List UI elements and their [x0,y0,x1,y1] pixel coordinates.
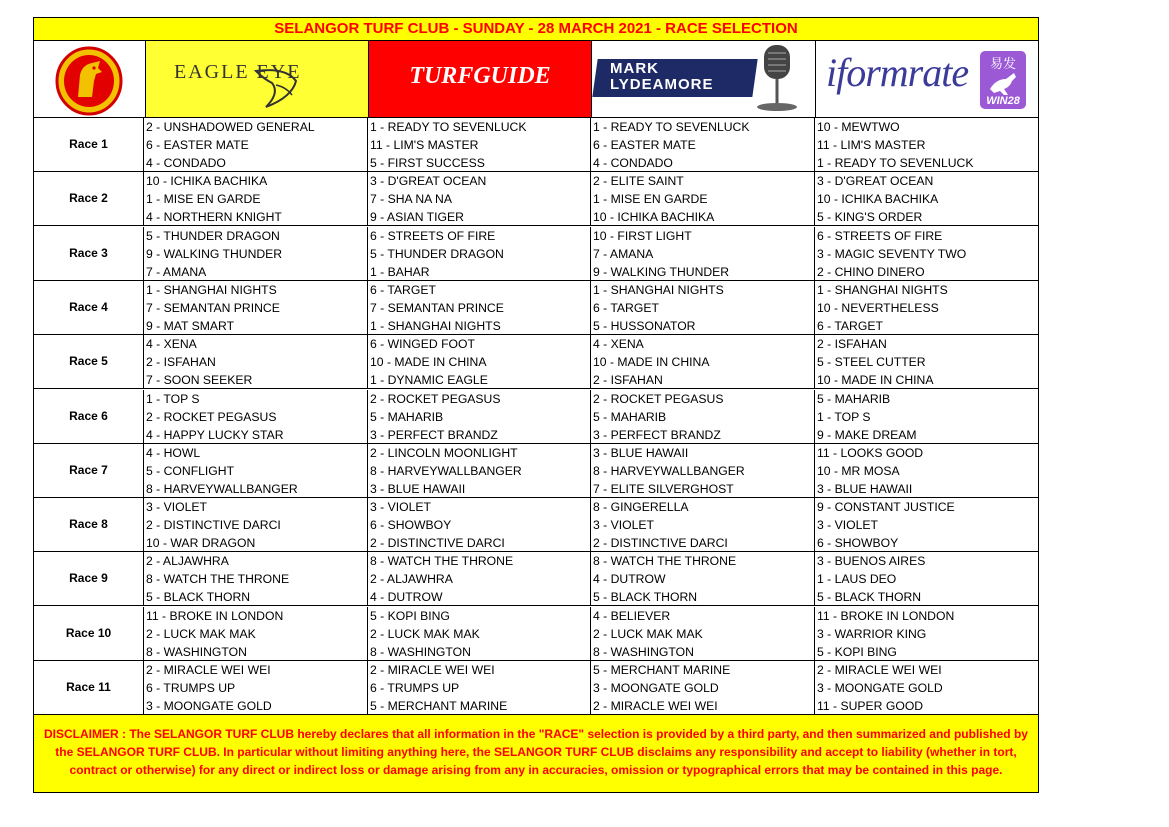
horse-selection: 2 - ISFAHAN [146,355,216,370]
horse-selection: 6 - SHOWBOY [817,536,899,551]
horse-selection: 3 - WARRIOR KING [817,626,927,641]
horse-selection: 6 - TARGET [817,318,883,333]
horse-selection: 1 - SHANGHAI NIGHTS [146,282,277,297]
race-selection-sheet [33,17,1039,793]
horse-selection: 2 - DISTINCTIVE DARCI [146,518,281,533]
horse-selection: 8 - WASHINGTON [593,644,694,659]
horse-selection: 8 - WASHINGTON [146,644,247,659]
tipster-selection-cell [144,661,368,714]
race-row [34,444,1038,498]
horse-selection: 1 - READY TO SEVENLUCK [370,120,527,134]
tipster-selection-cell [368,172,591,225]
horse-selection: 1 - DYNAMIC EAGLE [370,373,488,388]
horse-selection: 10 - ICHIKA BACHIKA [817,192,939,207]
horse-selection: 11 - LIM'S MASTER [817,138,926,152]
mark-line-2: LYDEAMORE [610,76,714,93]
horse-selection: 1 - READY TO SEVENLUCK [593,120,750,134]
horse-selection: 10 - ICHIKA BACHIKA [146,174,268,189]
horse-selection: 6 - WINGED FOOT [370,337,475,352]
tipster-selection-cell [591,335,815,388]
horse-selection: 5 - KOPI BING [370,608,450,623]
tipster-selection-cell [815,552,1038,605]
horse-selection: 11 - SUPER GOOD [817,699,924,713]
tipster-selection-cell [591,227,815,280]
tipster-selection-cell [815,118,1038,171]
horse-selection: 8 - HARVEYWALLBANGER [370,463,522,478]
horse-selection: 9 - MAKE DREAM [817,427,917,442]
tipster-selection-cell [368,607,591,660]
horse-selection: 8 - WATCH THE THRONE [593,554,737,569]
horse-selection: 10 - WAR DRAGON [146,536,256,551]
horse-selection: 2 - LUCK MAK MAK [370,626,480,641]
horse-selection: 11 - BROKE IN LONDON [146,608,284,623]
tipster-selection-cell [591,390,815,443]
page-title: SELANGOR TURF CLUB - SUNDAY - 28 MARCH 2021 - RACE SELECTION [34,18,1038,41]
horse-selection: 2 - MIRACLE WEI WEI [817,663,942,677]
horse-selection: 1 - LAUS DEO [817,572,897,587]
race-label: Race 3 [34,227,144,280]
tipster-selection-cell [815,607,1038,660]
horse-selection: 2 - MIRACLE WEI WEI [593,699,718,713]
tipster-selection-cell [144,552,368,605]
horse-selection: 11 - BROKE IN LONDON [817,608,955,623]
race-row [34,335,1038,389]
horse-selection: 10 - NEVERTHELESS [817,300,939,315]
tipster-logos-row [34,41,1038,118]
tipster-selection-cell [144,335,368,388]
horse-selection: 3 - PERFECT BRANDZ [593,427,721,442]
horse-selection: 2 - LUCK MAK MAK [593,626,703,641]
race-row [34,281,1038,335]
tipster-selection-cell [368,661,591,714]
eagle-head-icon [146,41,369,117]
horse-selection: 3 - VIOLET [370,500,431,515]
tipster-selection-cell [815,390,1038,443]
horse-selection: 4 - HOWL [146,445,201,460]
race-row [34,390,1038,444]
horse-selection: 3 - PERFECT BRANDZ [370,427,498,442]
horse-selection: 2 - ELITE SAINT [593,174,684,189]
horse-selection: 8 - HARVEYWALLBANGER [146,481,298,496]
tipster-selection-cell [368,227,591,280]
horse-selection: 7 - SOON SEEKER [146,373,253,388]
tipster-selection-cell [144,444,368,497]
horse-selection: 5 - MAHARIB [593,409,667,424]
tipster-selection-cell [144,227,368,280]
tipster-selection-cell [368,498,591,551]
race-label: Race 11 [34,661,144,714]
horse-selection: 7 - SEMANTAN PRINCE [146,300,280,315]
tipster-selection-cell [368,118,591,171]
horse-selection: 5 - MERCHANT MARINE [593,663,731,677]
horse-selection: 7 - AMANA [593,246,654,261]
horse-selection: 2 - LINCOLN MOONLIGHT [370,445,518,460]
horse-selection: 3 - VIOLET [593,518,654,533]
horse-selection: 2 - ISFAHAN [817,337,887,352]
horse-selection: 5 - BLACK THORN [817,590,922,605]
mark-lydeamore-logo [591,41,815,117]
tipster-selection-cell [368,335,591,388]
horse-selection: 4 - HAPPY LUCKY STAR [146,427,284,442]
horse-selection: 11 - LIM'S MASTER [370,138,479,152]
horse-selection: 5 - BLACK THORN [146,590,251,605]
tipster-selection-cell [815,661,1038,714]
disclaimer-text: DISCLAIMER : The SELANGOR TURF CLUB hereby declares that all information in the "RACE" selection is provided by a third party, and then summarized and published by the SELANGOR TURF CLUB. In particular without limiting anything here, the SELANGOR TURF CLUB disclaims any responsibility and accept to liability (whether in tort, contract or otherwise) for any direct or indirect loss or damage arising from any in accuracies, omission or typographical errors that may be contained in this page. [34,715,1038,792]
race-label: Race 7 [34,444,144,497]
race-row [34,661,1038,715]
race-row [34,552,1038,606]
win28-chinese-text: 易发 [989,56,1016,71]
eagle-eye-wordmark: EAGLE EYE [174,61,302,83]
horse-selection: 2 - MIRACLE WEI WEI [370,663,495,677]
horse-selection: 3 - MOONGATE GOLD [817,681,943,695]
horse-selection: 10 - MEWTWO [817,120,900,134]
tipster-selection-cell [144,498,368,551]
selangor-turf-club-logo [34,41,144,117]
race-label: Race 1 [34,118,144,171]
race-label: Race 2 [34,172,144,225]
horse-selection: 1 - SHANGHAI NIGHTS [817,282,948,297]
horse-selection: 1 - BAHAR [370,264,430,279]
horse-selection: 1 - READY TO SEVENLUCK [817,156,974,170]
horse-selection: 5 - KING'S ORDER [817,210,923,225]
horse-selection: 9 - WALKING THUNDER [146,246,283,261]
horse-selection: 2 - CHINO DINERO [817,264,925,279]
horse-selection: 3 - BLUE HAWAII [593,445,689,460]
horse-selection: 6 - TARGET [593,300,659,315]
race-row [34,172,1038,226]
tipster-selection-cell [591,552,815,605]
horse-selection: 1 - TOP S [817,409,871,424]
horse-selection: 8 - HARVEYWALLBANGER [593,463,745,478]
horse-selection: 6 - SHOWBOY [370,518,452,533]
horse-selection: 2 - ROCKET PEGASUS [370,391,501,406]
race-row [34,118,1038,172]
iformrate-logo [815,41,1038,117]
horse-selection: 8 - WATCH THE THRONE [370,554,514,569]
horse-selection: 2 - DISTINCTIVE DARCI [370,536,505,551]
tipster-selection-cell [144,172,368,225]
horse-selection: 5 - FIRST SUCCESS [370,156,485,170]
tipster-selection-cell [815,172,1038,225]
tipster-selection-cell [591,281,815,334]
horse-selection: 5 - CONFLIGHT [146,463,235,478]
tipster-selection-cell [144,607,368,660]
horse-selection: 4 - XENA [593,337,644,352]
horse-selection: 5 - KOPI BING [817,644,897,659]
tipster-selection-cell [368,552,591,605]
horse-selection: 4 - CONDADO [146,156,226,170]
horse-selection: 2 - ROCKET PEGASUS [593,391,724,406]
horse-selection: 11 - LOOKS GOOD [817,445,924,460]
tipster-selection-cell [815,227,1038,280]
horse-selection: 3 - MOONGATE GOLD [146,699,272,713]
horse-selection: 3 - BUENOS AIRES [817,554,926,569]
horse-selection: 5 - STEEL CUTTER [817,355,926,370]
race-label: Race 5 [34,335,144,388]
horse-selection: 5 - THUNDER DRAGON [370,246,504,261]
horse-selection: 6 - STREETS OF FIRE [817,228,943,243]
tipster-selection-cell [591,172,815,225]
win28-label: WIN28 [986,95,1020,107]
horse-selection: 7 - SEMANTAN PRINCE [370,300,504,315]
horse-selection: 5 - BLACK THORN [593,590,698,605]
tipster-selection-cell [591,661,815,714]
horse-selection: 10 - FIRST LIGHT [593,228,692,243]
horse-selection: 6 - STREETS OF FIRE [370,228,496,243]
horse-selection: 3 - BLUE HAWAII [370,481,466,496]
tipster-selection-cell [591,444,815,497]
horse-selection: 3 - VIOLET [146,500,207,515]
tipster-selection-cell [815,498,1038,551]
horse-selection: 7 - SHA NA NA [370,192,452,207]
stc-horse-emblem-icon [34,41,144,117]
eagle-eye-logo [145,41,368,117]
horse-selection: 10 - MADE IN CHINA [370,355,487,370]
horse-selection: 6 - EASTER MATE [593,138,696,152]
horse-selection: 6 - TRUMPS UP [370,681,460,695]
turfguide-logo [368,41,591,117]
horse-selection: 7 - ELITE SILVERGHOST [593,481,734,496]
race-label: Race 8 [34,498,144,551]
iformrate-wordmark: iformrate [826,50,969,95]
horse-selection: 2 - ROCKET PEGASUS [146,409,277,424]
race-label: Race 9 [34,552,144,605]
horse-selection: 4 - BELIEVER [593,608,671,623]
horse-selection: 1 - MISE EN GARDE [593,192,708,207]
race-label: Race 4 [34,281,144,334]
horse-selection: 5 - THUNDER DRAGON [146,228,280,243]
horse-selection: 3 - D'GREAT OCEAN [817,174,934,189]
mark-line-1: MARK [610,60,659,77]
horse-selection: 8 - WASHINGTON [370,644,471,659]
tipster-selection-cell [144,390,368,443]
horse-selection: 9 - CONSTANT JUSTICE [817,500,955,515]
win28-badge [980,51,1026,109]
horse-selection: 3 - VIOLET [817,518,878,533]
horse-selection: 2 - LUCK MAK MAK [146,626,256,641]
tipster-selection-cell [815,335,1038,388]
horse-selection: 6 - TARGET [370,282,436,297]
horse-selection: 5 - MERCHANT MARINE [370,699,508,713]
horse-selection: 3 - D'GREAT OCEAN [370,174,487,189]
horse-selection: 6 - TRUMPS UP [146,681,236,695]
horse-selection: 5 - MAHARIB [817,391,891,406]
horse-selection: 9 - WALKING THUNDER [593,264,730,279]
tipster-selection-cell [368,281,591,334]
horse-selection: 7 - AMANA [146,264,207,279]
horse-selection: 3 - BLUE HAWAII [817,481,913,496]
microphone-icon [592,41,816,117]
race-label: Race 6 [34,390,144,443]
horse-selection: 2 - ISFAHAN [593,373,663,388]
horse-selection: 1 - MISE EN GARDE [146,192,261,207]
horse-selection: 8 - GINGERELLA [593,500,689,515]
horse-selection: 4 - DUTROW [370,590,443,605]
horse-selection: 8 - WATCH THE THRONE [146,572,290,587]
tipster-selection-cell [591,607,815,660]
tipster-selection-cell [815,444,1038,497]
horse-selection: 2 - ALJAWHRA [370,572,453,587]
horse-selection: 1 - TOP S [146,391,200,406]
race-label: Race 10 [34,607,144,660]
horse-selection: 4 - NORTHERN KNIGHT [146,210,282,225]
race-row [34,607,1038,661]
horse-selection: 3 - MOONGATE GOLD [593,681,719,695]
horse-selection: 2 - MIRACLE WEI WEI [146,663,271,677]
horse-selection: 2 - UNSHADOWED GENERAL [146,120,315,134]
horse-selection: 10 - ICHIKA BACHIKA [593,210,715,225]
horse-selection: 9 - MAT SMART [146,318,235,333]
tipster-selection-cell [368,390,591,443]
horse-selection: 1 - SHANGHAI NIGHTS [593,282,724,297]
horse-selection: 2 - ALJAWHRA [146,554,229,569]
horse-selection: 10 - MADE IN CHINA [593,355,710,370]
horse-selection: 4 - DUTROW [593,572,666,587]
horse-selection: 2 - DISTINCTIVE DARCI [593,536,728,551]
tipster-selection-cell [815,281,1038,334]
horse-selection: 10 - MADE IN CHINA [817,373,934,388]
tipster-selection-cell [144,118,368,171]
horse-selection: 1 - SHANGHAI NIGHTS [370,318,501,333]
horse-selection: 5 - HUSSONATOR [593,318,696,333]
turfguide-wordmark: TURFGUIDE [409,63,551,89]
race-row [34,227,1038,281]
tipster-selection-cell [368,444,591,497]
horse-selection: 6 - EASTER MATE [146,138,249,152]
horse-selection: 9 - ASIAN TIGER [370,210,464,225]
horse-selection: 4 - XENA [146,337,197,352]
horse-selection: 5 - MAHARIB [370,409,444,424]
horse-selection: 4 - CONDADO [593,156,673,170]
tipster-selection-cell [591,118,815,171]
tipster-selection-cell [591,498,815,551]
horse-selection: 10 - MR MOSA [817,463,900,478]
horse-selection: 3 - MAGIC SEVENTY TWO [817,246,967,261]
race-row [34,498,1038,552]
tipster-selection-cell [144,281,368,334]
